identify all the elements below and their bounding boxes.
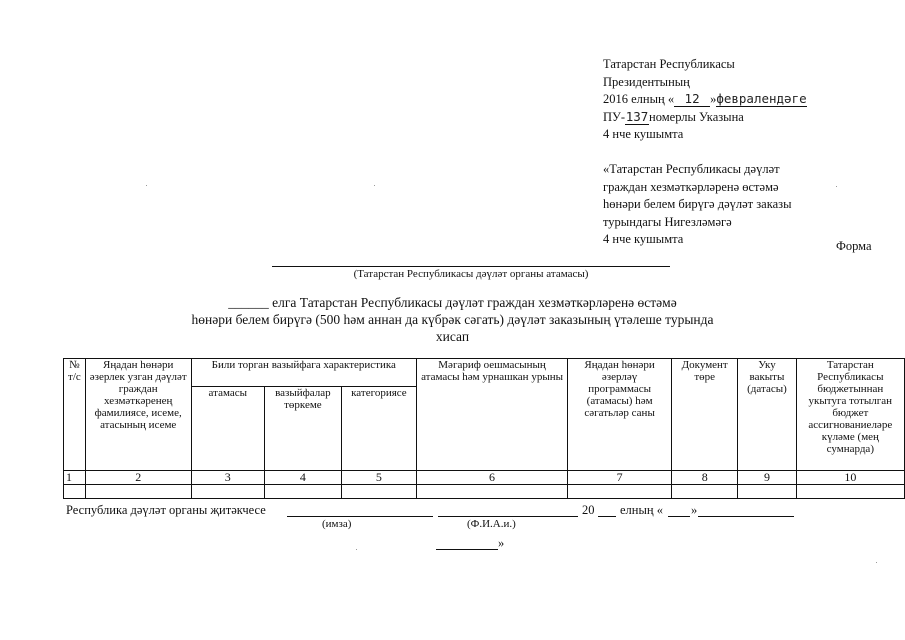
header-line-3	[603, 91, 807, 109]
quote-line-3: һөнәри белем бирүгә дәүләт заказы	[603, 197, 792, 211]
col-header-number: № т/с	[64, 359, 86, 471]
head-label: Республика дәүләт органы җитәкчесе	[66, 503, 266, 517]
report-title-line-1	[0, 294, 905, 311]
col-header-document-type: Документ төре	[672, 359, 738, 471]
report-title-line-2: һөнәри белем бирүгә (500 һәм аннан да күбрәк сәгать) дәүләт заказының үтәлеше турында	[191, 312, 714, 327]
sign-caption: (имза)	[322, 518, 352, 530]
scan-speck	[146, 185, 147, 186]
handwritten-month: февралендәге	[716, 91, 807, 106]
year-blank: ______	[228, 295, 269, 310]
organ-caption: (Татарстан Республикасы дәүләт органы атамасы)	[353, 268, 589, 280]
col-header-program: Яңадан һөнәри әзерләү программасы (атамасы) һәм сәгатьләр саны	[568, 359, 672, 471]
col-header-budget: Татарстан Республикасы бюджетыннан укытуга тотылган бюджет ассигнованиеләре күләме (мең сумнарда)	[796, 359, 904, 471]
year-blank-line	[598, 516, 616, 517]
name-caption: (Ф.И.А.и.)	[467, 518, 516, 530]
decree-reference	[603, 56, 807, 249]
name-line	[438, 516, 578, 517]
header-line-2: Президентының	[603, 74, 690, 89]
column-numbers-row	[64, 471, 905, 485]
form-label: Форма	[836, 239, 872, 253]
handwritten-number: 137	[625, 108, 649, 124]
col-header-study-period: Уку вакыты (датасы)	[738, 359, 796, 471]
col-header-institution: Мәгариф оешмасының атамасы һәм урнашкан урыны	[417, 359, 568, 471]
handwritten-day: 12	[684, 91, 700, 106]
col-number-cell: 3	[191, 471, 264, 485]
organ-name-line	[272, 266, 670, 267]
report-title-line-3: хисап	[435, 329, 470, 344]
col-header-category: категориясе	[341, 387, 416, 471]
col-number-cell: 2	[85, 471, 191, 485]
month-blank-line	[698, 516, 794, 517]
header-date-mid: »	[710, 92, 717, 106]
quote-line-1: «Татарстан Республикасы дәүләт	[603, 162, 780, 176]
header-number-prefix: ПУ-	[603, 109, 626, 124]
year-suffix: елның «	[620, 503, 663, 517]
header-number-suffix: номерлы Указына	[649, 109, 744, 124]
header-date-prefix: 2016 елның «	[603, 92, 675, 106]
col-header-position-name: атамасы	[191, 387, 264, 471]
scan-speck	[374, 185, 375, 186]
col-number-cell: 5	[341, 471, 416, 485]
quote-line-4: турындагы Нигезләмәгә	[603, 214, 732, 229]
scan-speck	[836, 186, 837, 187]
signature-line	[287, 516, 433, 517]
closing-line	[436, 549, 498, 550]
year-prefix: 20	[582, 503, 595, 517]
report-table	[63, 358, 905, 499]
col-number-cell: 6	[417, 471, 568, 485]
col-number-cell: 1	[64, 471, 86, 485]
header-line-4	[603, 109, 807, 127]
col-number-cell: 9	[738, 471, 796, 485]
date-close: »	[691, 503, 698, 517]
col-header-position-group: Били торган вазыйфага характеристика	[191, 359, 416, 387]
header-line-5: 4 нче кушымта	[603, 127, 684, 141]
signature-row	[66, 503, 266, 518]
table-row	[64, 485, 905, 499]
day-blank-line	[668, 516, 690, 517]
col-number-cell: 10	[796, 471, 904, 485]
closing-quote: »	[498, 536, 505, 550]
quote-line-2: граждан хезмәткәрләренә өстәмә	[603, 179, 779, 194]
scan-speck	[876, 562, 877, 563]
quote-line-5: 4 нче кушымта	[603, 232, 684, 246]
col-number-cell: 7	[568, 471, 672, 485]
header-line-1: Татарстан Республикасы	[603, 57, 735, 71]
scan-speck	[356, 549, 357, 550]
col-number-cell: 8	[672, 471, 738, 485]
col-header-employee-name: Яңадан һөнәри әзерлек узган дәүләт граждан хезмәткәренең фамилиясе, исеме, атасының исеме	[85, 359, 191, 471]
col-header-position-group-type: вазыйфалар төркеме	[264, 387, 341, 471]
title-line-1-text: елга Татарстан Республикасы дәүләт граждан хезмәткәрләренә өстәмә	[268, 295, 677, 310]
col-number-cell: 4	[264, 471, 341, 485]
